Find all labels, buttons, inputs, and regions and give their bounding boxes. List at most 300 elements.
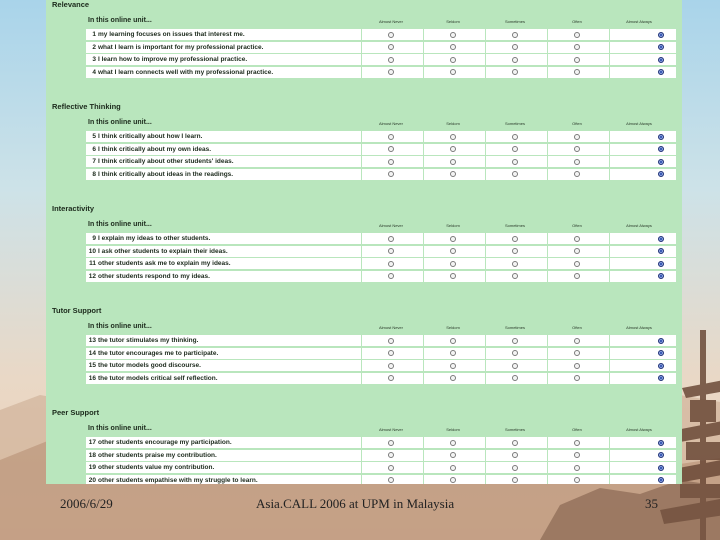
radio-button[interactable]	[388, 350, 394, 356]
answer-cell	[609, 144, 670, 155]
answer-cell	[485, 475, 546, 485]
question-number: 8	[92, 170, 96, 178]
answer-options	[361, 450, 676, 461]
radio-button[interactable]	[512, 261, 518, 267]
answer-cell	[547, 144, 608, 155]
table-header	[86, 424, 676, 436]
question-text: what I learn is important for my professional practice.	[98, 43, 264, 51]
answer-cell	[547, 67, 608, 78]
answer-options	[361, 271, 676, 282]
question-number: 9	[92, 235, 96, 242]
radio-button-selected[interactable]	[658, 159, 664, 165]
answer-cell	[361, 42, 422, 53]
question-row	[86, 233, 676, 245]
radio-button[interactable]	[574, 273, 580, 279]
answer-cell	[609, 169, 670, 180]
radio-button[interactable]	[388, 477, 394, 483]
question-text: the tutor stimulates my thinking.	[98, 337, 199, 344]
answer-cell	[361, 348, 422, 359]
table-header	[86, 118, 676, 130]
answer-options	[361, 475, 676, 485]
question-number: 15	[88, 362, 96, 369]
answer-cell	[547, 42, 608, 53]
answer-cell	[547, 462, 608, 473]
column-header: Almost Never	[378, 121, 403, 126]
answer-cell	[361, 67, 422, 78]
question-number: 3	[92, 56, 96, 63]
radio-button[interactable]	[388, 273, 394, 279]
answer-cell	[361, 360, 422, 371]
answer-cell	[609, 335, 670, 346]
answer-cell	[485, 42, 546, 53]
column-header: Almost Never	[378, 427, 403, 432]
question-number: 5	[92, 133, 96, 140]
radio-button[interactable]	[388, 69, 394, 75]
answer-cell	[609, 54, 670, 65]
answer-options	[361, 335, 676, 346]
radio-button[interactable]	[574, 32, 580, 38]
column-header: Almost Always	[626, 19, 652, 24]
radio-button[interactable]	[512, 248, 518, 254]
radio-button[interactable]	[574, 477, 580, 483]
radio-button[interactable]	[574, 350, 580, 356]
answer-cell	[609, 258, 670, 269]
radio-button[interactable]	[512, 273, 518, 279]
radio-button[interactable]	[450, 350, 456, 356]
radio-button[interactable]	[450, 477, 456, 483]
radio-button[interactable]	[512, 134, 518, 140]
lead-in-text: In this online unit...	[88, 425, 152, 432]
radio-button[interactable]	[512, 440, 518, 446]
answer-cell	[547, 156, 608, 167]
answer-cell	[485, 246, 546, 257]
column-header: Seldom	[446, 325, 460, 330]
answer-options	[361, 131, 676, 142]
question-number: 6	[92, 145, 96, 153]
radio-button-selected[interactable]	[658, 57, 664, 63]
question-row	[86, 246, 676, 258]
question-number: 19	[88, 464, 96, 471]
question-number: 4	[92, 68, 96, 76]
question-row	[86, 54, 676, 66]
answer-cell	[423, 450, 484, 461]
answer-cell	[547, 246, 608, 257]
question-row	[86, 156, 676, 168]
answer-options	[361, 246, 676, 257]
column-header: Almost Always	[626, 223, 652, 228]
answer-cell	[423, 131, 484, 142]
answer-cell	[423, 233, 484, 244]
answer-options	[361, 169, 676, 180]
answer-cell	[361, 246, 422, 257]
question-number: 16	[88, 374, 96, 382]
radio-button[interactable]	[574, 465, 580, 471]
question-text: other students ask me to explain my ideas.	[98, 260, 231, 267]
answer-cell	[423, 42, 484, 53]
column-header: Often	[572, 325, 582, 330]
radio-button-selected[interactable]	[658, 338, 664, 344]
answer-cell	[547, 233, 608, 244]
answer-cell	[361, 156, 422, 167]
answer-cell	[485, 271, 546, 282]
column-header: Sometimes	[504, 19, 525, 24]
radio-button[interactable]	[574, 375, 580, 381]
answer-cell	[547, 169, 608, 180]
column-header: Almost Never	[378, 325, 403, 330]
radio-button[interactable]	[574, 363, 580, 369]
radio-button-selected[interactable]	[658, 44, 664, 50]
question-row	[86, 462, 676, 474]
radio-button[interactable]	[574, 338, 580, 344]
answer-cell	[485, 233, 546, 244]
answer-cell	[547, 475, 608, 485]
radio-button[interactable]	[512, 452, 518, 458]
answer-cell	[361, 475, 422, 485]
answer-cell	[361, 131, 422, 142]
answer-options	[361, 29, 676, 40]
radio-button-selected[interactable]	[658, 440, 664, 446]
answer-cell	[609, 360, 670, 371]
answer-options	[361, 42, 676, 53]
radio-button[interactable]	[450, 236, 456, 242]
radio-button-selected[interactable]	[658, 69, 664, 75]
answer-cell	[547, 373, 608, 384]
column-header: Sometimes	[504, 121, 525, 126]
radio-button-selected[interactable]	[658, 273, 664, 279]
radio-button[interactable]	[512, 363, 518, 369]
radio-button[interactable]	[450, 32, 456, 38]
answer-cell	[423, 29, 484, 40]
radio-button[interactable]	[388, 171, 394, 177]
question-number: 14	[88, 349, 96, 357]
radio-button[interactable]	[450, 69, 456, 75]
question-text: what I learn connects well with my professional practice.	[98, 68, 274, 76]
answer-cell	[485, 131, 546, 142]
radio-button[interactable]	[512, 32, 518, 38]
radio-button-selected[interactable]	[658, 248, 664, 254]
question-text: I learn how to improve my professional practice.	[98, 56, 248, 63]
radio-button[interactable]	[574, 236, 580, 242]
radio-button[interactable]	[450, 134, 456, 140]
answer-cell	[361, 450, 422, 461]
radio-button[interactable]	[450, 273, 456, 279]
question-row	[86, 67, 676, 79]
question-text: other students value my contribution.	[98, 464, 215, 471]
footer-page-number: 35	[645, 496, 658, 511]
answer-cell	[423, 67, 484, 78]
question-text: other students encourage my participation.	[98, 439, 232, 446]
answer-cell	[485, 29, 546, 40]
radio-button[interactable]	[512, 171, 518, 177]
radio-button[interactable]	[450, 44, 456, 50]
answer-cell	[485, 67, 546, 78]
question-row	[86, 450, 676, 462]
radio-button[interactable]	[388, 236, 394, 242]
radio-button-selected[interactable]	[658, 261, 664, 267]
answer-options	[361, 156, 676, 167]
question-row	[86, 169, 676, 181]
answer-cell	[609, 233, 670, 244]
radio-button[interactable]	[388, 375, 394, 381]
answer-cell	[609, 373, 670, 384]
radio-button-selected[interactable]	[658, 465, 664, 471]
column-header: Seldom	[446, 121, 460, 126]
lead-in-text: In this online unit...	[88, 221, 152, 228]
table-header	[86, 220, 676, 232]
answer-cell	[361, 335, 422, 346]
radio-button[interactable]	[512, 375, 518, 381]
column-header: Sometimes	[504, 427, 525, 432]
answer-cell	[609, 271, 670, 282]
section-title: Relevance	[52, 0, 90, 9]
radio-button[interactable]	[388, 465, 394, 471]
answer-cell	[485, 348, 546, 359]
answer-cell	[609, 42, 670, 53]
radio-button[interactable]	[512, 159, 518, 165]
radio-button[interactable]	[512, 477, 518, 483]
radio-button[interactable]	[512, 338, 518, 344]
radio-button-selected[interactable]	[658, 452, 664, 458]
answer-cell	[609, 462, 670, 473]
column-header: Often	[572, 121, 582, 126]
radio-button[interactable]	[450, 440, 456, 446]
column-header: Often	[572, 19, 582, 24]
radio-button[interactable]	[574, 171, 580, 177]
radio-button[interactable]	[574, 248, 580, 254]
answer-cell	[361, 144, 422, 155]
radio-button[interactable]	[388, 44, 394, 50]
answer-options	[361, 373, 676, 384]
answer-cell	[423, 144, 484, 155]
answer-cell	[361, 29, 422, 40]
question-text: I think critically about ideas in the readings.	[98, 170, 234, 178]
question-text: I ask other students to explain their ideas.	[98, 247, 228, 255]
answer-cell	[361, 54, 422, 65]
question-number: 2	[92, 43, 96, 51]
radio-button[interactable]	[574, 44, 580, 50]
answer-cell	[547, 348, 608, 359]
radio-button[interactable]	[512, 350, 518, 356]
radio-button[interactable]	[450, 375, 456, 381]
answer-cell	[361, 437, 422, 448]
lead-in-text: In this online unit...	[88, 17, 152, 24]
radio-button[interactable]	[512, 236, 518, 242]
table-header	[86, 16, 676, 28]
answer-options	[361, 54, 676, 65]
answer-cell	[609, 246, 670, 257]
radio-button[interactable]	[388, 261, 394, 267]
column-header: Almost Always	[626, 325, 652, 330]
question-row	[86, 360, 676, 372]
question-text: the tutor models critical self reflection.	[98, 374, 218, 382]
column-header: Almost Always	[626, 121, 652, 126]
answer-cell	[609, 450, 670, 461]
answer-cell	[547, 258, 608, 269]
question-row	[86, 42, 676, 54]
question-text: I think critically about other students' ideas.	[98, 158, 234, 165]
radio-button[interactable]	[450, 171, 456, 177]
question-number: 17	[88, 439, 96, 446]
table-header	[86, 322, 676, 334]
radio-button[interactable]	[388, 159, 394, 165]
answer-cell	[423, 462, 484, 473]
question-text: I think critically about how I learn.	[98, 133, 203, 140]
answer-cell	[423, 246, 484, 257]
radio-button[interactable]	[388, 146, 394, 152]
section-title: Interactivity	[52, 204, 95, 213]
radio-button[interactable]	[450, 248, 456, 254]
question-row	[86, 144, 676, 156]
section-title: Reflective Thinking	[52, 102, 121, 111]
radio-button-selected[interactable]	[658, 171, 664, 177]
answer-cell	[485, 462, 546, 473]
question-row	[86, 348, 676, 360]
radio-button[interactable]	[388, 134, 394, 140]
question-row	[86, 258, 676, 270]
radio-button[interactable]	[450, 452, 456, 458]
questionnaire-form	[46, 0, 682, 484]
answer-cell	[423, 169, 484, 180]
radio-button[interactable]	[574, 146, 580, 152]
column-header: Seldom	[446, 19, 460, 24]
radio-button[interactable]	[574, 452, 580, 458]
answer-cell	[485, 169, 546, 180]
column-header: Almost Never	[378, 223, 403, 228]
question-text: the tutor encourages me to participate.	[98, 349, 219, 357]
question-text: other students empathise with my struggle to learn.	[98, 476, 258, 484]
answer-cell	[609, 475, 670, 485]
lead-in-text: In this online unit...	[88, 119, 152, 126]
radio-button[interactable]	[574, 261, 580, 267]
question-text: my learning focuses on issues that interest me.	[98, 31, 245, 38]
answer-cell	[609, 156, 670, 167]
answer-options	[361, 437, 676, 448]
question-number: 13	[88, 337, 96, 344]
radio-button[interactable]	[450, 159, 456, 165]
question-row	[86, 271, 676, 283]
column-header: Often	[572, 223, 582, 228]
question-number: 11	[89, 260, 96, 267]
answer-cell	[485, 54, 546, 65]
answer-cell	[361, 169, 422, 180]
radio-button[interactable]	[388, 440, 394, 446]
answer-cell	[547, 29, 608, 40]
answer-cell	[547, 335, 608, 346]
radio-button-selected[interactable]	[658, 363, 664, 369]
answer-cell	[423, 373, 484, 384]
lead-in-text: In this online unit...	[88, 323, 152, 330]
question-number: 20	[88, 476, 96, 484]
footer-date: 2006/6/29	[60, 496, 113, 511]
answer-cell	[609, 131, 670, 142]
radio-button[interactable]	[574, 440, 580, 446]
radio-button[interactable]	[388, 57, 394, 63]
question-text: I explain my ideas to other students.	[98, 235, 211, 242]
radio-button-selected[interactable]	[658, 236, 664, 242]
column-header: Seldom	[446, 427, 460, 432]
radio-button[interactable]	[512, 44, 518, 50]
radio-button[interactable]	[574, 134, 580, 140]
radio-button[interactable]	[574, 57, 580, 63]
answer-cell	[423, 271, 484, 282]
radio-button[interactable]	[388, 32, 394, 38]
answer-cell	[423, 54, 484, 65]
radio-button-selected[interactable]	[658, 146, 664, 152]
radio-button-selected[interactable]	[658, 477, 664, 483]
question-row	[86, 131, 676, 143]
question-row	[86, 335, 676, 347]
answer-cell	[361, 233, 422, 244]
answer-options	[361, 348, 676, 359]
radio-button[interactable]	[388, 248, 394, 254]
radio-button[interactable]	[388, 452, 394, 458]
answer-options	[361, 144, 676, 155]
question-text: I think critically about my own ideas.	[98, 145, 212, 153]
answer-cell	[423, 475, 484, 485]
section-title: Peer Support	[52, 408, 100, 417]
question-row	[86, 373, 676, 385]
answer-cell	[609, 348, 670, 359]
question-number: 10	[88, 247, 96, 255]
question-number: 18	[88, 451, 96, 459]
answer-cell	[485, 360, 546, 371]
question-text: other students respond to my ideas.	[98, 272, 210, 280]
radio-button[interactable]	[512, 57, 518, 63]
radio-button[interactable]	[450, 146, 456, 152]
answer-cell	[423, 437, 484, 448]
radio-button[interactable]	[450, 261, 456, 267]
radio-button[interactable]	[450, 465, 456, 471]
question-number: 12	[88, 272, 96, 280]
radio-button-selected[interactable]	[658, 134, 664, 140]
radio-button[interactable]	[512, 146, 518, 152]
answer-cell	[547, 437, 608, 448]
question-number: 7	[92, 158, 96, 165]
answer-cell	[485, 373, 546, 384]
section-title: Tutor Support	[52, 306, 102, 315]
column-header: Almost Always	[626, 427, 652, 432]
radio-button-selected[interactable]	[658, 32, 664, 38]
radio-button[interactable]	[450, 363, 456, 369]
answer-cell	[547, 131, 608, 142]
radio-button[interactable]	[388, 338, 394, 344]
answer-cell	[547, 450, 608, 461]
column-header: Often	[572, 427, 582, 432]
column-header: Almost Never	[378, 19, 403, 24]
radio-button[interactable]	[450, 57, 456, 63]
radio-button[interactable]	[574, 159, 580, 165]
answer-cell	[423, 335, 484, 346]
answer-cell	[361, 271, 422, 282]
question-row	[86, 475, 676, 485]
answer-cell	[485, 156, 546, 167]
radio-button[interactable]	[574, 69, 580, 75]
answer-options	[361, 67, 676, 78]
answer-cell	[609, 437, 670, 448]
radio-button-selected[interactable]	[658, 375, 664, 381]
radio-button[interactable]	[388, 363, 394, 369]
answer-cell	[485, 335, 546, 346]
question-number: 1	[92, 31, 96, 38]
radio-button-selected[interactable]	[658, 350, 664, 356]
radio-button[interactable]	[512, 465, 518, 471]
radio-button[interactable]	[450, 338, 456, 344]
radio-button[interactable]	[512, 69, 518, 75]
answer-options	[361, 233, 676, 244]
answer-cell	[485, 450, 546, 461]
answer-cell	[547, 271, 608, 282]
column-header: Sometimes	[504, 223, 525, 228]
